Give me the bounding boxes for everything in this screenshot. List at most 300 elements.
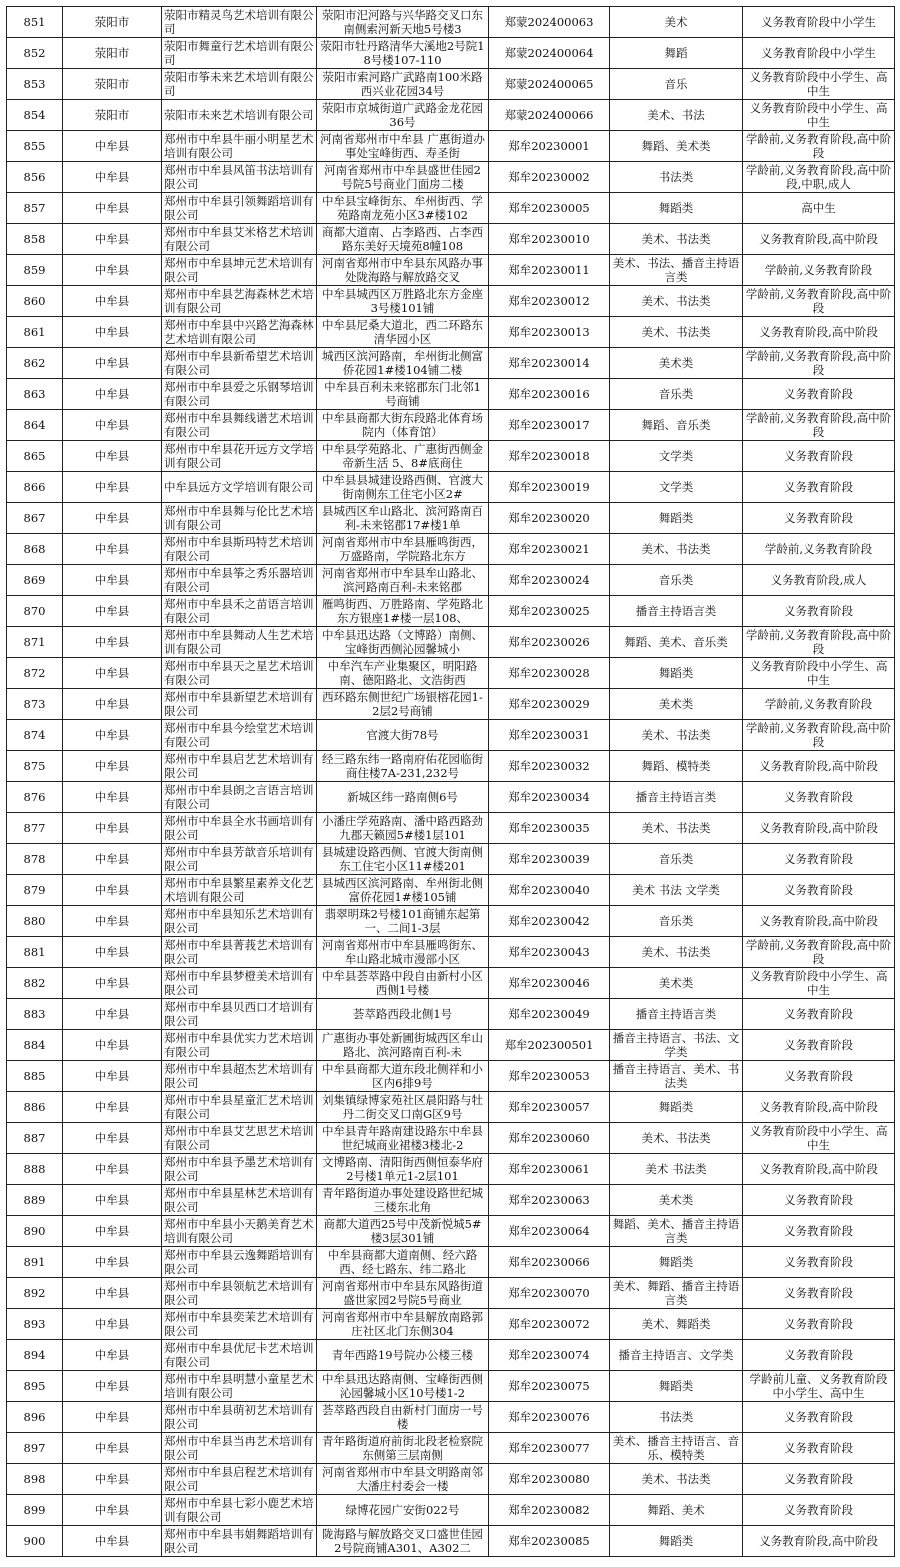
target-students-text: 义务教育阶段,高中阶段: [759, 914, 878, 928]
address-text: 青年西路19号院办公楼三楼: [331, 1348, 474, 1362]
cell-address: [317, 875, 489, 906]
address-text: 青年路街道办事处建设路世纪城三楼东北角: [322, 1186, 483, 1214]
table-row: [7, 782, 895, 813]
district-text: 中牟县: [94, 1131, 130, 1145]
district-text: 中牟县: [94, 418, 130, 432]
cell-training-category: [610, 968, 743, 999]
table-row: [7, 534, 895, 565]
target-students-text: 义务教育阶段,高中阶段: [759, 821, 878, 835]
training-category-text: 舞蹈类: [658, 201, 694, 215]
cell-district: [63, 1278, 162, 1309]
cell-target-students: [743, 69, 895, 100]
cell-training-category: [610, 782, 743, 813]
institution-table: [6, 6, 895, 1557]
cell-training-category: [610, 317, 743, 348]
cell-address: [317, 813, 489, 844]
institution-name-text: 郑州市中牟县超杰艺术培训有限公司: [164, 1062, 314, 1090]
cell-target-students: [743, 317, 895, 348]
institution-name-text: 郑州市中牟县星童汇艺术培训有限公司: [164, 1093, 314, 1121]
cell-target-students: [743, 627, 895, 658]
institution-name-text: 郑州市中牟县小天鹅美育艺术培训有限公司: [164, 1217, 314, 1245]
cell-address: [317, 596, 489, 627]
cell-address: [317, 286, 489, 317]
cell-address: [317, 565, 489, 596]
cell-training-category: [610, 441, 743, 472]
cell-address: [317, 131, 489, 162]
cell-address: [317, 658, 489, 689]
table-row: [7, 441, 895, 472]
cell-row-number: [7, 534, 63, 565]
cell-address: [317, 1402, 489, 1433]
district-text: 中牟县: [94, 511, 130, 525]
institution-name-text: 郑州市中牟县斯玛特艺术培训有限公司: [164, 535, 314, 563]
cell-institution-name: [162, 193, 317, 224]
cell-training-category: [610, 1030, 743, 1061]
cell-address: [317, 751, 489, 782]
target-students-text: 义务教育阶段: [784, 1255, 853, 1269]
institution-name-text: 荥阳市筝未来艺术培训有限公司: [164, 70, 314, 98]
district-text: 中牟县: [94, 1410, 130, 1424]
license-number-text: 郑牟20230053: [508, 1069, 590, 1083]
cell-address: [317, 999, 489, 1030]
row-number-text: 885: [23, 1069, 46, 1083]
target-students-text: 义务教育阶段: [784, 1472, 853, 1486]
institution-name-text: 郑州市中牟县韦娟舞蹈培训有限公司: [164, 1527, 314, 1555]
target-students-text: 义务教育阶段,高中阶段: [759, 1162, 878, 1176]
cell-address: [317, 844, 489, 875]
cell-address: [317, 100, 489, 131]
cell-row-number: [7, 906, 63, 937]
training-category-text: 音乐: [664, 77, 688, 91]
cell-training-category: [610, 1526, 743, 1557]
cell-target-students: [743, 348, 895, 379]
district-text: 中牟县: [94, 1503, 130, 1517]
table-row: [7, 1371, 895, 1402]
cell-training-category: [610, 286, 743, 317]
address-text: 河南省郑州市中牟县东风路办事处陇海路与解放路交叉: [322, 256, 483, 284]
cell-training-category: [610, 224, 743, 255]
district-text: 中牟县: [94, 821, 130, 835]
cell-institution-name: [162, 1526, 317, 1557]
cell-license-number: [489, 968, 610, 999]
cell-district: [63, 317, 162, 348]
row-number-text: 876: [23, 790, 46, 804]
cell-district: [63, 1464, 162, 1495]
institution-list-sheet: [6, 6, 895, 1557]
license-number-text: 郑蒙202400065: [504, 77, 594, 91]
cell-institution-name: [162, 1464, 317, 1495]
cell-row-number: [7, 1433, 63, 1464]
address-text: 翡翠明珠2号楼101商铺东起第一、二间1-3层: [324, 907, 481, 935]
address-text: 荥阳市京城街道广武路金龙花园36号: [322, 101, 483, 129]
target-students-text: 义务教育阶段,成人: [770, 573, 867, 587]
target-students-text: 义务教育阶段,高中阶段: [759, 1100, 878, 1114]
address-text: 青年路街道府前街北段老检察院东侧第三层南侧: [322, 1434, 483, 1462]
address-text: 荥阳市索河路广武路南100米路西兴业花园34号: [322, 70, 483, 98]
address-text: 中牟汽车产业集聚区，明阳路南、德阳路北、文浩街西: [327, 659, 478, 687]
cell-row-number: [7, 193, 63, 224]
license-number-text: 郑牟202300501: [504, 1038, 594, 1052]
target-students-text: 义务教育阶段中小学生、高中生: [749, 101, 888, 129]
license-number-text: 郑牟20230060: [508, 1131, 590, 1145]
cell-target-students: [743, 1030, 895, 1061]
cell-license-number: [489, 1309, 610, 1340]
table-row: [7, 596, 895, 627]
address-text: 荥阳市汜河路与兴华路交叉口东南侧索河新天地5号楼3: [322, 8, 483, 36]
cell-address: [317, 162, 489, 193]
cell-institution-name: [162, 1371, 317, 1402]
cell-training-category: [610, 1464, 743, 1495]
cell-district: [63, 131, 162, 162]
cell-target-students: [743, 131, 895, 162]
cell-district: [63, 379, 162, 410]
cell-address: [317, 534, 489, 565]
training-category-text: 书法类: [658, 1410, 694, 1424]
license-number-text: 郑牟20230072: [508, 1317, 590, 1331]
target-students-text: 义务教育阶段: [784, 387, 853, 401]
cell-institution-name: [162, 1309, 317, 1340]
target-students-text: 义务教育阶段中小学生: [761, 15, 876, 29]
table-row: [7, 100, 895, 131]
institution-name-text: 郑州市中牟县艾艺思艺术培训有限公司: [164, 1124, 314, 1152]
address-text: 商都大道南、占李路西、占李西路东美好天境苑8幢108: [322, 225, 483, 253]
cell-institution-name: [162, 534, 317, 565]
cell-training-category: [610, 937, 743, 968]
cell-address: [317, 1464, 489, 1495]
cell-training-category: [610, 131, 743, 162]
table-row: [7, 627, 895, 658]
training-category-text: 美术 书法类: [645, 1162, 707, 1176]
row-number-text: 899: [23, 1503, 46, 1517]
cell-address: [317, 503, 489, 534]
table-row: [7, 317, 895, 348]
cell-address: [317, 1309, 489, 1340]
cell-training-category: [610, 844, 743, 875]
cell-address: [317, 379, 489, 410]
cell-address: [317, 968, 489, 999]
row-number-text: 856: [23, 170, 46, 184]
cell-institution-name: [162, 1278, 317, 1309]
cell-license-number: [489, 317, 610, 348]
address-text: 中牟县县城建设路西侧、官渡大街南侧东工住宅小区2#: [322, 473, 483, 501]
cell-row-number: [7, 7, 63, 38]
institution-name-text: 郑州市中牟县中兴路艺海森林艺术培训有限公司: [164, 318, 314, 346]
institution-name-text: 郑州市中牟县菁莪艺术培训有限公司: [164, 938, 314, 966]
district-text: 中牟县: [94, 945, 130, 959]
cell-district: [63, 1309, 162, 1340]
license-number-text: 郑牟20230061: [508, 1162, 590, 1176]
cell-address: [317, 1030, 489, 1061]
district-text: 中牟县: [94, 263, 130, 277]
cell-training-category: [610, 1247, 743, 1278]
cell-row-number: [7, 937, 63, 968]
institution-name-text: 郑州市中牟县萌初艺术培训有限公司: [164, 1403, 314, 1431]
license-number-text: 郑牟20230013: [508, 325, 590, 339]
cell-target-students: [743, 441, 895, 472]
institution-name-text: 郑州市中牟县新希望艺术培训有限公司: [164, 349, 314, 377]
cell-row-number: [7, 751, 63, 782]
cell-row-number: [7, 1061, 63, 1092]
cell-district: [63, 1092, 162, 1123]
cell-institution-name: [162, 317, 317, 348]
table-row: [7, 348, 895, 379]
target-students-text: 义务教育阶段: [784, 1286, 853, 1300]
table-row: [7, 1216, 895, 1247]
institution-name-text: 郑州市中牟县艾米格艺术培训有限公司: [164, 225, 314, 253]
license-number-text: 郑牟20230070: [508, 1286, 590, 1300]
cell-target-students: [743, 1061, 895, 1092]
district-text: 中牟县: [94, 387, 130, 401]
cell-institution-name: [162, 38, 317, 69]
target-students-text: 义务教育阶段,高中阶段: [759, 325, 878, 339]
cell-row-number: [7, 1526, 63, 1557]
training-category-text: 音乐类: [658, 914, 694, 928]
cell-target-students: [743, 596, 895, 627]
training-category-text: 播音主持语言类: [635, 790, 717, 804]
cell-training-category: [610, 348, 743, 379]
cell-license-number: [489, 1371, 610, 1402]
cell-institution-name: [162, 7, 317, 38]
institution-name-text: 郑州市中牟县今绘堂艺术培训有限公司: [164, 721, 314, 749]
cell-institution-name: [162, 1495, 317, 1526]
cell-district: [63, 565, 162, 596]
district-text: 荥阳市: [94, 15, 130, 29]
cell-target-students: [743, 7, 895, 38]
cell-target-students: [743, 1185, 895, 1216]
district-text: 中牟县: [94, 1348, 130, 1362]
cell-district: [63, 1216, 162, 1247]
address-text: 小潘庄学苑路南、潘中路西路劲九郡天籁园5#楼1层101: [322, 814, 483, 842]
address-text: 河南省郑州市中牟县雁鸣街西，万盛路南，学院路北东方: [322, 535, 483, 563]
cell-row-number: [7, 286, 63, 317]
training-category-text: 舞蹈、美术、音乐类: [624, 635, 728, 649]
cell-target-students: [743, 1092, 895, 1123]
cell-training-category: [610, 1371, 743, 1402]
cell-target-students: [743, 658, 895, 689]
institution-name-text: 郑州市中牟县爱之乐钢琴培训有限公司: [164, 380, 314, 408]
license-number-text: 郑牟20230031: [508, 728, 590, 742]
row-number-text: 898: [23, 1472, 46, 1486]
cell-target-students: [743, 1495, 895, 1526]
cell-training-category: [610, 1309, 743, 1340]
row-number-text: 858: [23, 232, 46, 246]
cell-license-number: [489, 999, 610, 1030]
cell-institution-name: [162, 286, 317, 317]
row-number-text: 872: [23, 666, 46, 680]
row-number-text: 852: [23, 46, 46, 60]
target-students-text: 义务教育阶段: [784, 1503, 853, 1517]
institution-name-text: 郑州市中牟县优尼卡艺术培训有限公司: [164, 1341, 314, 1369]
target-students-text: 学龄前,义务教育阶段: [764, 263, 873, 277]
license-number-text: 郑牟20230085: [508, 1534, 590, 1548]
cell-row-number: [7, 999, 63, 1030]
row-number-text: 870: [23, 604, 46, 618]
row-number-text: 883: [23, 1007, 46, 1021]
district-text: 荥阳市: [94, 77, 130, 91]
row-number-text: 851: [23, 15, 46, 29]
cell-license-number: [489, 565, 610, 596]
cell-target-students: [743, 782, 895, 813]
table-row: [7, 1123, 895, 1154]
cell-target-students: [743, 813, 895, 844]
training-category-text: 舞蹈类: [658, 1255, 694, 1269]
table-row: [7, 1495, 895, 1526]
target-students-text: 学龄前,义务教育阶段,高中阶段: [745, 628, 892, 656]
license-number-text: 郑牟20230077: [508, 1441, 590, 1455]
cell-license-number: [489, 875, 610, 906]
cell-institution-name: [162, 1185, 317, 1216]
cell-target-students: [743, 1340, 895, 1371]
cell-district: [63, 410, 162, 441]
training-category-text: 美术、书法类: [641, 232, 711, 246]
cell-address: [317, 472, 489, 503]
row-number-text: 882: [23, 976, 46, 990]
cell-target-students: [743, 193, 895, 224]
cell-license-number: [489, 255, 610, 286]
district-text: 中牟县: [94, 325, 130, 339]
table-row: [7, 1464, 895, 1495]
cell-district: [63, 472, 162, 503]
row-number-text: 888: [23, 1162, 46, 1176]
cell-address: [317, 441, 489, 472]
license-number-text: 郑牟20230032: [508, 759, 590, 773]
cell-address: [317, 1092, 489, 1123]
cell-institution-name: [162, 472, 317, 503]
cell-row-number: [7, 1154, 63, 1185]
license-number-text: 郑牟20230011: [508, 263, 590, 277]
address-text: 中牟县商都大道东段北侧祥和小区内6排9号: [322, 1062, 483, 1090]
row-number-text: 881: [23, 945, 46, 959]
cell-license-number: [489, 1433, 610, 1464]
cell-license-number: [489, 844, 610, 875]
cell-training-category: [610, 1061, 743, 1092]
cell-district: [63, 503, 162, 534]
cell-training-category: [610, 906, 743, 937]
institution-name-text: 荥阳市未来艺术培训有限公司: [164, 108, 314, 122]
cell-training-category: [610, 999, 743, 1030]
district-text: 中牟县: [94, 139, 130, 153]
license-number-text: 郑牟20230043: [508, 945, 590, 959]
row-number-text: 871: [23, 635, 46, 649]
row-number-text: 892: [23, 1286, 46, 1300]
address-text: 绿博花园广安街022号: [345, 1503, 460, 1517]
cell-district: [63, 1526, 162, 1557]
cell-district: [63, 100, 162, 131]
cell-training-category: [610, 1185, 743, 1216]
cell-target-students: [743, 999, 895, 1030]
cell-row-number: [7, 1340, 63, 1371]
cell-row-number: [7, 1216, 63, 1247]
table-row: [7, 410, 895, 441]
cell-license-number: [489, 906, 610, 937]
row-number-text: 857: [23, 201, 46, 215]
cell-target-students: [743, 1154, 895, 1185]
address-text: 城西区滨河路南，牟州街北侧富侨花园1#楼104铺二楼: [322, 349, 483, 377]
training-category-text: 美术、书法类: [641, 1472, 711, 1486]
cell-address: [317, 937, 489, 968]
cell-license-number: [489, 100, 610, 131]
district-text: 中牟县: [94, 1193, 130, 1207]
cell-institution-name: [162, 751, 317, 782]
cell-training-category: [610, 1278, 743, 1309]
table-row: [7, 472, 895, 503]
cell-license-number: [489, 38, 610, 69]
cell-license-number: [489, 720, 610, 751]
institution-name-text: 郑州市中牟县舞线谱艺术培训有限公司: [164, 411, 314, 439]
license-number-text: 郑牟20230020: [508, 511, 590, 525]
cell-target-students: [743, 503, 895, 534]
table-row: [7, 1061, 895, 1092]
license-number-text: 郑牟20230002: [508, 170, 590, 184]
cell-training-category: [610, 689, 743, 720]
cell-license-number: [489, 1154, 610, 1185]
district-text: 中牟县: [94, 1224, 130, 1238]
license-number-text: 郑牟20230019: [508, 480, 590, 494]
row-number-text: 878: [23, 852, 46, 866]
cell-district: [63, 999, 162, 1030]
row-number-text: 895: [23, 1379, 46, 1393]
table-row: [7, 1526, 895, 1557]
training-category-text: 美术、书法类: [641, 325, 711, 339]
address-text: 河南省郑州市中牟县牟山路北、滨河路南百利-未来铭郡: [322, 566, 483, 594]
cell-district: [63, 813, 162, 844]
license-number-text: 郑牟20230082: [508, 1503, 590, 1517]
cell-institution-name: [162, 1247, 317, 1278]
table-row: [7, 1433, 895, 1464]
target-students-text: 义务教育阶段: [784, 1007, 853, 1021]
row-number-text: 865: [23, 449, 46, 463]
cell-institution-name: [162, 968, 317, 999]
cell-target-students: [743, 1216, 895, 1247]
cell-license-number: [489, 782, 610, 813]
target-students-text: 义务教育阶段: [784, 852, 853, 866]
training-category-text: 音乐类: [658, 387, 694, 401]
table-row: [7, 1309, 895, 1340]
district-text: 中牟县: [94, 480, 130, 494]
district-text: 中牟县: [94, 666, 130, 680]
training-category-text: 美术类: [658, 1193, 694, 1207]
cell-target-students: [743, 1402, 895, 1433]
cell-target-students: [743, 937, 895, 968]
cell-row-number: [7, 1278, 63, 1309]
table-row: [7, 7, 895, 38]
address-text: 河南省郑州市中牟县盛世佳园2号院5号商业门面房二楼: [324, 163, 481, 191]
cell-row-number: [7, 38, 63, 69]
table-row: [7, 286, 895, 317]
cell-address: [317, 255, 489, 286]
cell-target-students: [743, 379, 895, 410]
cell-license-number: [489, 1061, 610, 1092]
institution-name-text: 郑州市中牟县七彩小鹿艺术培训有限公司: [164, 1496, 314, 1524]
target-students-text: 义务教育阶段: [784, 480, 853, 494]
cell-training-category: [610, 1123, 743, 1154]
license-number-text: 郑牟20230026: [508, 635, 590, 649]
district-text: 中牟县: [94, 1472, 130, 1486]
cell-district: [63, 162, 162, 193]
address-text: 河南省郑州市中牟县雁鸣街东、牟山路北城市漫部小区: [322, 938, 483, 966]
district-text: 中牟县: [94, 356, 130, 370]
table-row: [7, 1278, 895, 1309]
cell-district: [63, 534, 162, 565]
cell-district: [63, 255, 162, 286]
cell-target-students: [743, 1278, 895, 1309]
cell-district: [63, 1495, 162, 1526]
cell-address: [317, 689, 489, 720]
district-text: 中牟县: [94, 1441, 130, 1455]
cell-target-students: [743, 1433, 895, 1464]
cell-address: [317, 720, 489, 751]
institution-name-text: 郑州市中牟县繁星素养文化艺术培训有限公司: [164, 876, 314, 904]
